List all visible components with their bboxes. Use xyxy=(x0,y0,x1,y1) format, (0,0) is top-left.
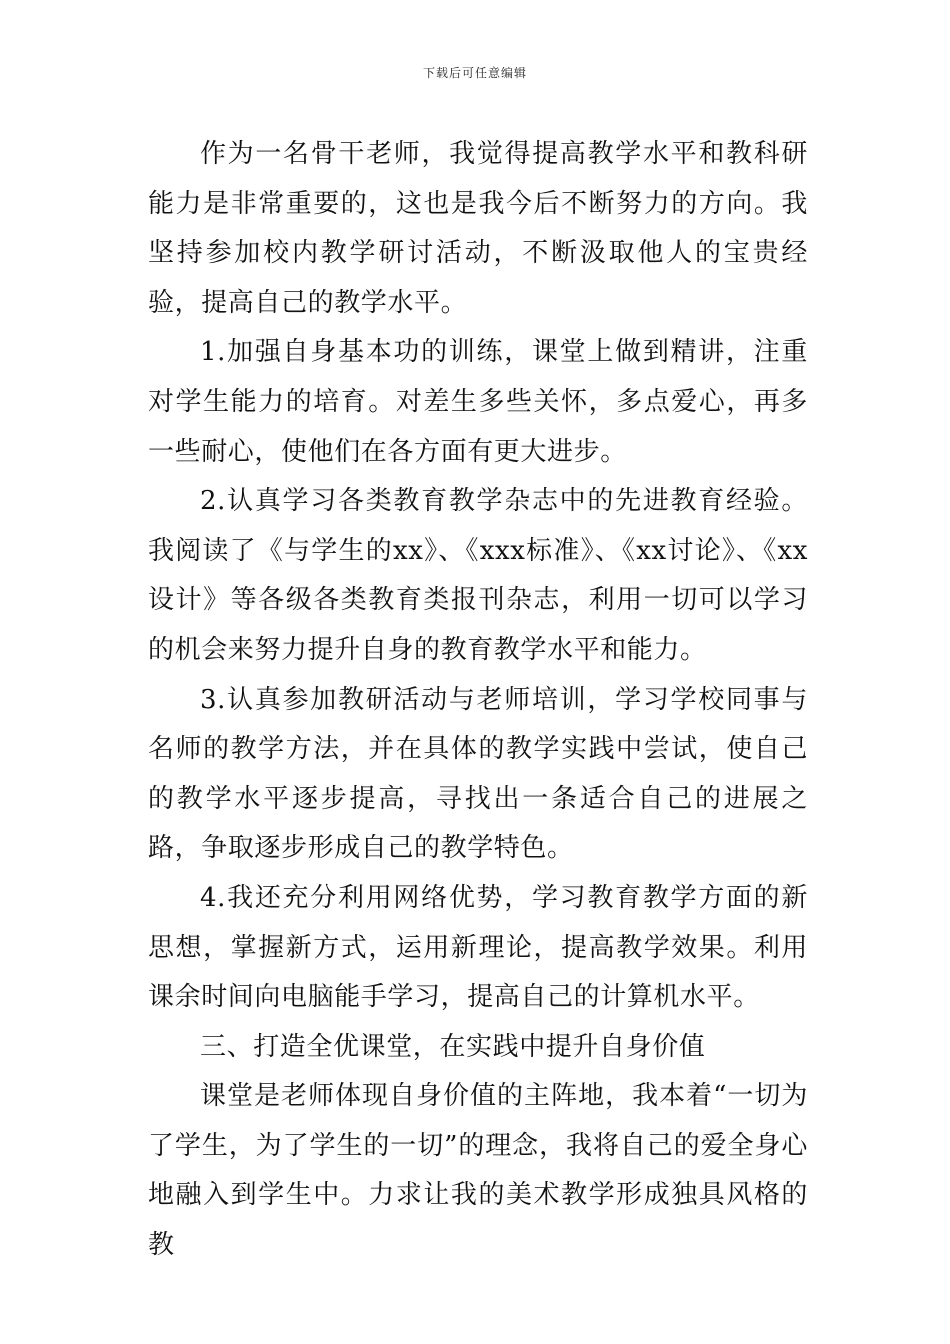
paragraph-item-4: 4.我还充分利用网络优势，学习教育教学方面的新思想，掌握新方式，运用新理论，提高教学效果。利用课余时间向电脑能手学习，提高自己的计算机水平。 xyxy=(148,882,808,1013)
paragraph-item-3: 3.认真参加教研活动与老师培训，学习学校同事与名师的教学方法，并在具体的教学实践中尝试，使自己的教学水平逐步提高，寻找出一条适合自己的进展之路，争取逐步形成自己的教学特色。 xyxy=(148,684,808,864)
paragraph-item-2: 2.认真学习各类教育教学杂志中的先进教育经验。我阅读了《与学生的xx》、《xxx标准》、《xx讨论》、《xx设计》等各级各类教育类报刊杂志，利用一切可以学习的机会来努力提升自身的教育教学水平和能力。 xyxy=(148,486,808,665)
paragraph-classroom: 课堂是老师体现自身价值的主阵地，我本着“一切为了学生，为了学生的一切”的理念，我将自己的爱全身心地融入到学生中。力求让我的美术教学形成独具风格的教 xyxy=(148,1081,808,1261)
paragraph-intro: 作为一名骨干老师，我觉得提高教学水平和教科研能力是非常重要的，这也是我今后不断努力的方向。我坚持参加校内教学研讨活动，不断汲取他人的宝贵经验，提高自己的教学水平。 xyxy=(148,139,808,318)
document-body xyxy=(148,130,808,1271)
page-header: 下载后可任意编辑 xyxy=(422,66,527,80)
paragraph-item-1: 1.加强自身基本功的训练，课堂上做到精讲，注重对学生能力的培育。对差生多些关怀，多点爱心，再多一些耐心，使他们在各方面有更大进步。 xyxy=(148,337,808,467)
section-heading: 三、打造全优课堂，在实践中提升自身价值 xyxy=(200,1031,706,1062)
